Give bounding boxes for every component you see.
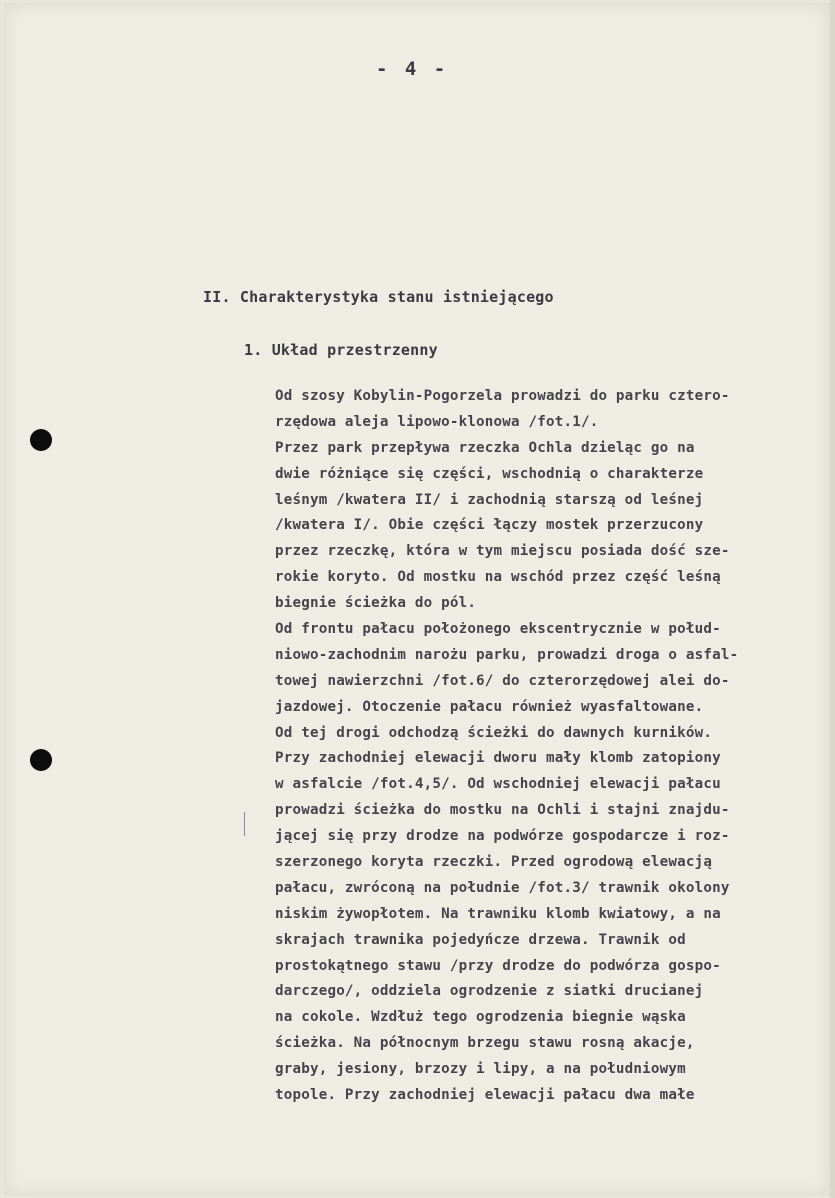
body-line: w asfalcie /fot.4,5/. Od wschodniej elewacji pałacu <box>275 776 721 793</box>
body-line: Od frontu pałacu położonego ekscentrycznie w połud- <box>275 621 721 638</box>
body-line: prowadzi ścieżka do mostku na Ochli i stajni znajdu- <box>275 802 730 819</box>
page-number: - 4 - <box>376 58 449 80</box>
body-line: topole. Przy zachodniej elewacji pałacu dwa małe <box>275 1087 695 1104</box>
pencil-mark <box>244 812 245 836</box>
punch-hole <box>30 429 52 451</box>
body-line: Przez park przepływa rzeczka Ochla dzieląc go na <box>275 439 695 456</box>
body-line: Od szosy Kobylin-Pogorzela prowadzi do parku cztero- <box>275 388 730 404</box>
body-line: Przy zachodniej elewacji dworu mały klomb zatopiony <box>275 750 721 767</box>
body-line: /kwatera I/. Obie części łączy mostek przerzucony <box>275 517 704 534</box>
section-title: II. Charakterystyka stanu istniejącego <box>203 288 554 306</box>
body-line: Od tej drogi odchodzą ścieżki do dawnych kurników. <box>275 724 713 741</box>
body-line: dwie różniące się części, wschodnią o charakterze <box>275 465 704 482</box>
body-line: na cokole. Wzdłuż tego ogrodzenia biegnie wąska <box>275 1009 686 1026</box>
body-line: graby, jesiony, brzozy i lipy, a na południowym <box>275 1061 686 1078</box>
body-line: jącej się przy drodze na podwórze gospodarcze i roz- <box>275 828 730 845</box>
page-edge <box>830 0 835 1198</box>
punch-hole <box>30 749 52 771</box>
body-line: rzędowa aleja lipowo-klonowa /fot.1/. <box>275 413 599 430</box>
body-line: biegnie ścieżka do pól. <box>275 595 477 612</box>
body-line: darczego/, oddziela ogrodzenie z siatki drucianej <box>275 983 704 1000</box>
body-text <box>275 384 738 1109</box>
subsection-title: 1. Układ przestrzenny <box>244 341 438 359</box>
body-line: jazdowej. Otoczenie pałacu również wyasfaltowane. <box>275 698 704 715</box>
body-line: leśnym /kwatera II/ i zachodnią starszą od leśnej <box>275 491 704 508</box>
body-line: niowo-zachodnim narożu parku, prowadzi droga o asfal- <box>275 646 739 663</box>
body-line: szerzonego koryta rzeczki. Przed ogrodową elewacją <box>275 854 713 871</box>
body-line: rokie koryto. Od mostku na wschód przez część leśną <box>275 569 721 586</box>
body-line: skrajach trawnika pojedyńcze drzewa. Trawnik od <box>275 931 686 948</box>
body-line: niskim żywopłotem. Na trawniku klomb kwiatowy, a na <box>275 905 721 922</box>
body-line: przez rzeczkę, która w tym miejscu posiada dość sze- <box>275 543 730 560</box>
body-line: ścieżka. Na północnym brzegu stawu rosną akacje, <box>275 1035 695 1052</box>
body-line: prostokątnego stawu /przy drodze do podwórza gospo- <box>275 957 721 974</box>
body-line: towej nawierzchni /fot.6/ do czterorzędowej alei do- <box>275 672 730 689</box>
body-line: pałacu, zwróconą na południe /fot.3/ trawnik okolony <box>275 879 730 896</box>
